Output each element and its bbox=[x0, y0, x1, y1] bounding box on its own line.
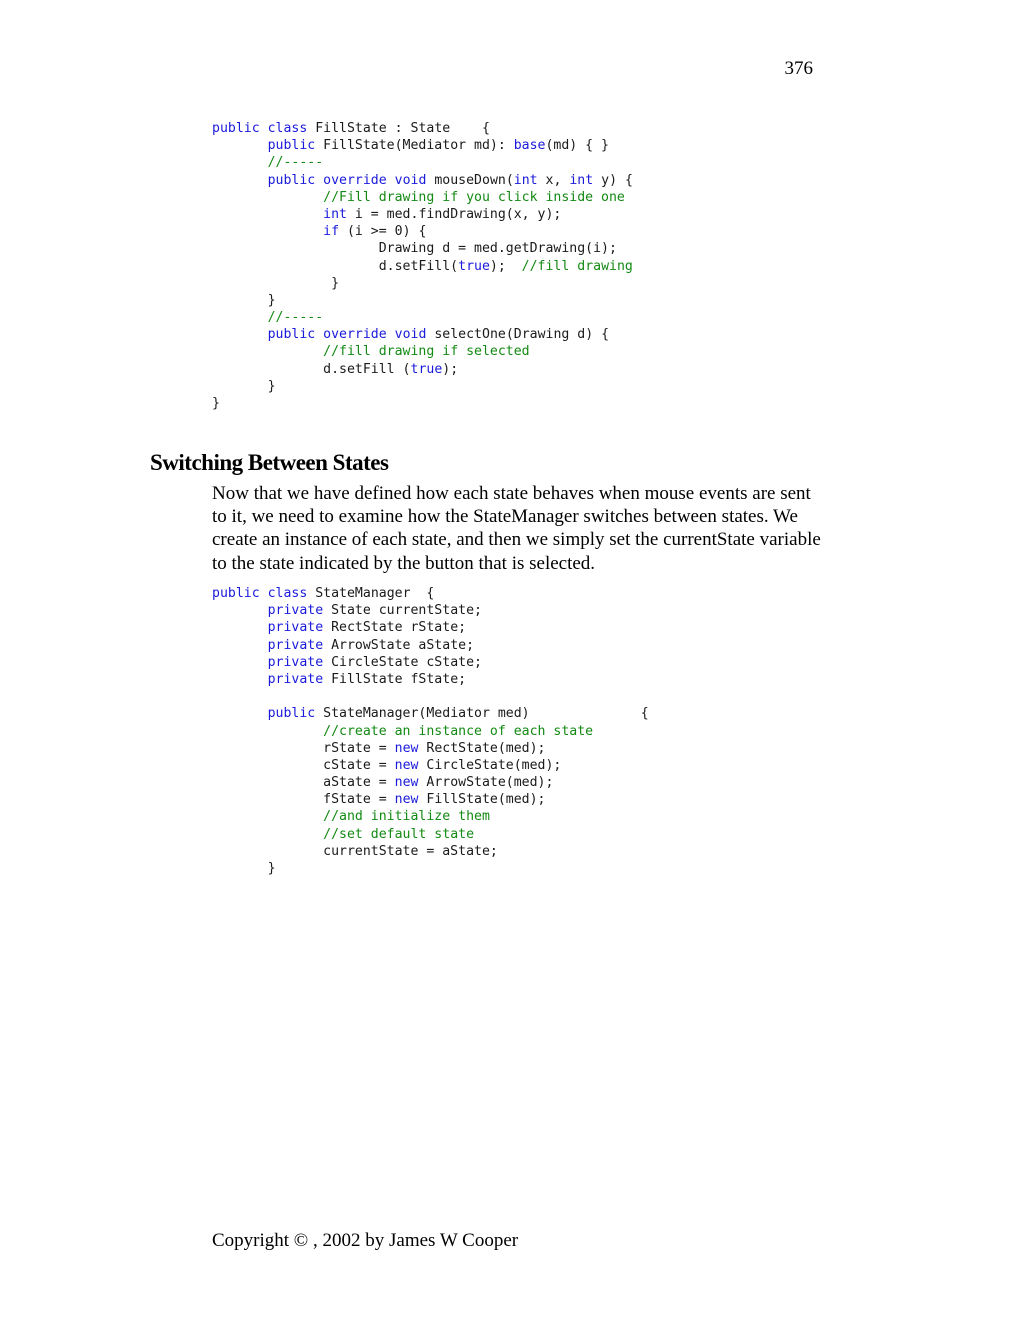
body-paragraph: Now that we have defined how each state behaves when mouse events are sent to it, we need to examine how the StateManager switches between states. We create an instance of each state, and then we simply set the currentState variable to the state indicated by the button that is selected. bbox=[212, 483, 821, 574]
code-text bbox=[212, 190, 323, 205]
code-line bbox=[212, 258, 633, 275]
code-line bbox=[212, 223, 633, 240]
code-text: CircleState cState; bbox=[323, 654, 482, 670]
code-keyword: int bbox=[569, 172, 594, 188]
code-text: RectState rState; bbox=[323, 620, 467, 636]
code-text: (md) { } bbox=[545, 138, 610, 154]
code-text: } bbox=[212, 396, 220, 411]
code-comment: //and initialize them bbox=[323, 809, 490, 825]
code-keyword: public bbox=[267, 172, 316, 188]
code-line bbox=[212, 395, 633, 412]
code-text bbox=[260, 586, 268, 601]
code-line bbox=[212, 619, 649, 636]
code-text: ArrowState(med); bbox=[418, 775, 554, 791]
code-line bbox=[212, 637, 649, 654]
code-comment: //Fill drawing if you click inside one bbox=[323, 189, 625, 205]
code-line bbox=[212, 154, 633, 171]
code-text: Drawing d = med.getDrawing(i); bbox=[212, 241, 617, 257]
code-line bbox=[212, 326, 633, 343]
code-text: x, bbox=[537, 172, 570, 188]
code-keyword: void bbox=[394, 172, 427, 188]
code-comment: //set default state bbox=[323, 826, 475, 842]
code-text: } bbox=[212, 378, 276, 394]
code-text: (i >= 0) { bbox=[339, 224, 427, 240]
code-text bbox=[212, 724, 323, 739]
code-text bbox=[212, 603, 268, 618]
code-text: mouseDown( bbox=[426, 172, 514, 188]
code-line bbox=[212, 705, 649, 722]
code-keyword: new bbox=[394, 757, 419, 773]
code-keyword: public bbox=[267, 706, 316, 722]
code-keyword: public bbox=[212, 586, 260, 601]
code-text: ); bbox=[442, 361, 459, 377]
code-text: d.setFill( bbox=[212, 258, 459, 274]
code-line bbox=[212, 826, 649, 843]
code-text: StateManager(Mediator med) { bbox=[315, 706, 649, 722]
code-text: aState = bbox=[212, 775, 395, 791]
code-line bbox=[212, 189, 633, 206]
code-line bbox=[212, 275, 633, 292]
code-text bbox=[212, 138, 268, 153]
code-text: d.setFill ( bbox=[212, 361, 411, 377]
code-text: selectOne(Drawing d) { bbox=[426, 327, 610, 343]
code-keyword: private bbox=[267, 603, 324, 619]
code-text: cState = bbox=[212, 757, 395, 773]
code-text: currentState = aState; bbox=[212, 843, 498, 859]
code-text bbox=[387, 327, 395, 342]
code-text bbox=[212, 655, 268, 670]
code-text bbox=[212, 310, 268, 325]
code-text bbox=[212, 638, 268, 653]
code-line bbox=[212, 240, 633, 257]
code-text: FillState(Mediator md): bbox=[315, 138, 514, 154]
code-keyword: private bbox=[267, 620, 324, 636]
code-text bbox=[212, 672, 268, 687]
code-line bbox=[212, 843, 649, 860]
code-text bbox=[212, 809, 323, 824]
code-line bbox=[212, 361, 633, 378]
code-keyword: new bbox=[394, 740, 419, 756]
code-line bbox=[212, 378, 633, 395]
code-line bbox=[212, 808, 649, 825]
code-line bbox=[212, 723, 649, 740]
code-comment: //create an instance of each state bbox=[323, 723, 594, 739]
code-line bbox=[212, 292, 633, 309]
code-line bbox=[212, 120, 633, 137]
code-comment: //----- bbox=[267, 155, 324, 171]
copyright-footer: Copyright © , 2002 by James W Cooper bbox=[212, 1230, 519, 1251]
code-text: ArrowState aState; bbox=[323, 637, 475, 653]
code-keyword: true bbox=[458, 258, 490, 274]
page-number: 376 bbox=[784, 58, 813, 79]
code-text: RectState(med); bbox=[418, 740, 546, 756]
code-text: } bbox=[212, 861, 276, 876]
code-line bbox=[212, 791, 649, 808]
section-heading: Switching Between States bbox=[150, 450, 389, 475]
code-line bbox=[212, 654, 649, 671]
code-comment: //----- bbox=[267, 310, 324, 326]
code-text bbox=[212, 827, 323, 842]
code-line bbox=[212, 688, 649, 705]
code-text: } bbox=[212, 275, 340, 291]
code-keyword: private bbox=[267, 671, 324, 687]
code-text bbox=[212, 706, 268, 721]
code-keyword: public bbox=[267, 138, 316, 154]
code-text bbox=[212, 344, 323, 359]
code-line bbox=[212, 137, 633, 154]
code-line bbox=[212, 343, 633, 360]
code-line bbox=[212, 602, 649, 619]
code-block-statemanager bbox=[212, 585, 649, 877]
code-text bbox=[387, 173, 395, 188]
code-line bbox=[212, 585, 649, 602]
code-line bbox=[212, 774, 649, 791]
code-text: } bbox=[212, 292, 276, 308]
code-text: i = med.findDrawing(x, y); bbox=[346, 206, 562, 222]
code-line bbox=[212, 309, 633, 326]
code-keyword: override bbox=[323, 172, 387, 188]
code-keyword: private bbox=[267, 654, 324, 670]
code-text: y) { bbox=[593, 172, 633, 188]
code-text: StateManager { bbox=[307, 586, 435, 601]
code-keyword: void bbox=[394, 327, 427, 343]
code-text bbox=[315, 327, 323, 342]
code-text: CircleState(med); bbox=[418, 757, 562, 773]
code-comment: //fill drawing bbox=[521, 258, 633, 274]
code-keyword: int bbox=[323, 206, 347, 222]
code-text bbox=[212, 620, 268, 635]
code-keyword: class bbox=[267, 121, 308, 136]
code-text: FillState fState; bbox=[323, 671, 467, 687]
code-text bbox=[212, 173, 268, 188]
code-keyword: base bbox=[513, 138, 546, 154]
code-keyword: new bbox=[394, 792, 419, 808]
code-text: State currentState; bbox=[323, 603, 482, 619]
code-line bbox=[212, 172, 633, 189]
code-keyword: private bbox=[267, 637, 324, 653]
code-text bbox=[212, 207, 323, 222]
code-keyword: override bbox=[323, 327, 387, 343]
code-text: FillState : State { bbox=[307, 121, 490, 136]
code-line bbox=[212, 740, 649, 757]
code-text: rState = bbox=[212, 740, 395, 756]
code-line bbox=[212, 860, 649, 877]
code-keyword: public bbox=[267, 327, 316, 343]
code-keyword: public bbox=[212, 121, 260, 136]
code-comment: //fill drawing if selected bbox=[323, 344, 530, 360]
code-text bbox=[212, 155, 268, 170]
code-text bbox=[260, 121, 268, 136]
code-text bbox=[315, 173, 323, 188]
code-text bbox=[212, 327, 268, 342]
code-keyword: class bbox=[267, 586, 308, 601]
code-line bbox=[212, 206, 633, 223]
code-block-fillstate bbox=[212, 120, 633, 412]
code-keyword: new bbox=[394, 775, 419, 791]
code-text: FillState(med); bbox=[418, 792, 546, 808]
code-text: ); bbox=[489, 258, 522, 274]
code-text bbox=[212, 224, 323, 239]
code-line bbox=[212, 671, 649, 688]
code-line bbox=[212, 757, 649, 774]
code-text: fState = bbox=[212, 792, 395, 808]
code-keyword: true bbox=[410, 361, 443, 377]
code-keyword: if bbox=[323, 224, 340, 240]
code-keyword: int bbox=[513, 172, 538, 188]
